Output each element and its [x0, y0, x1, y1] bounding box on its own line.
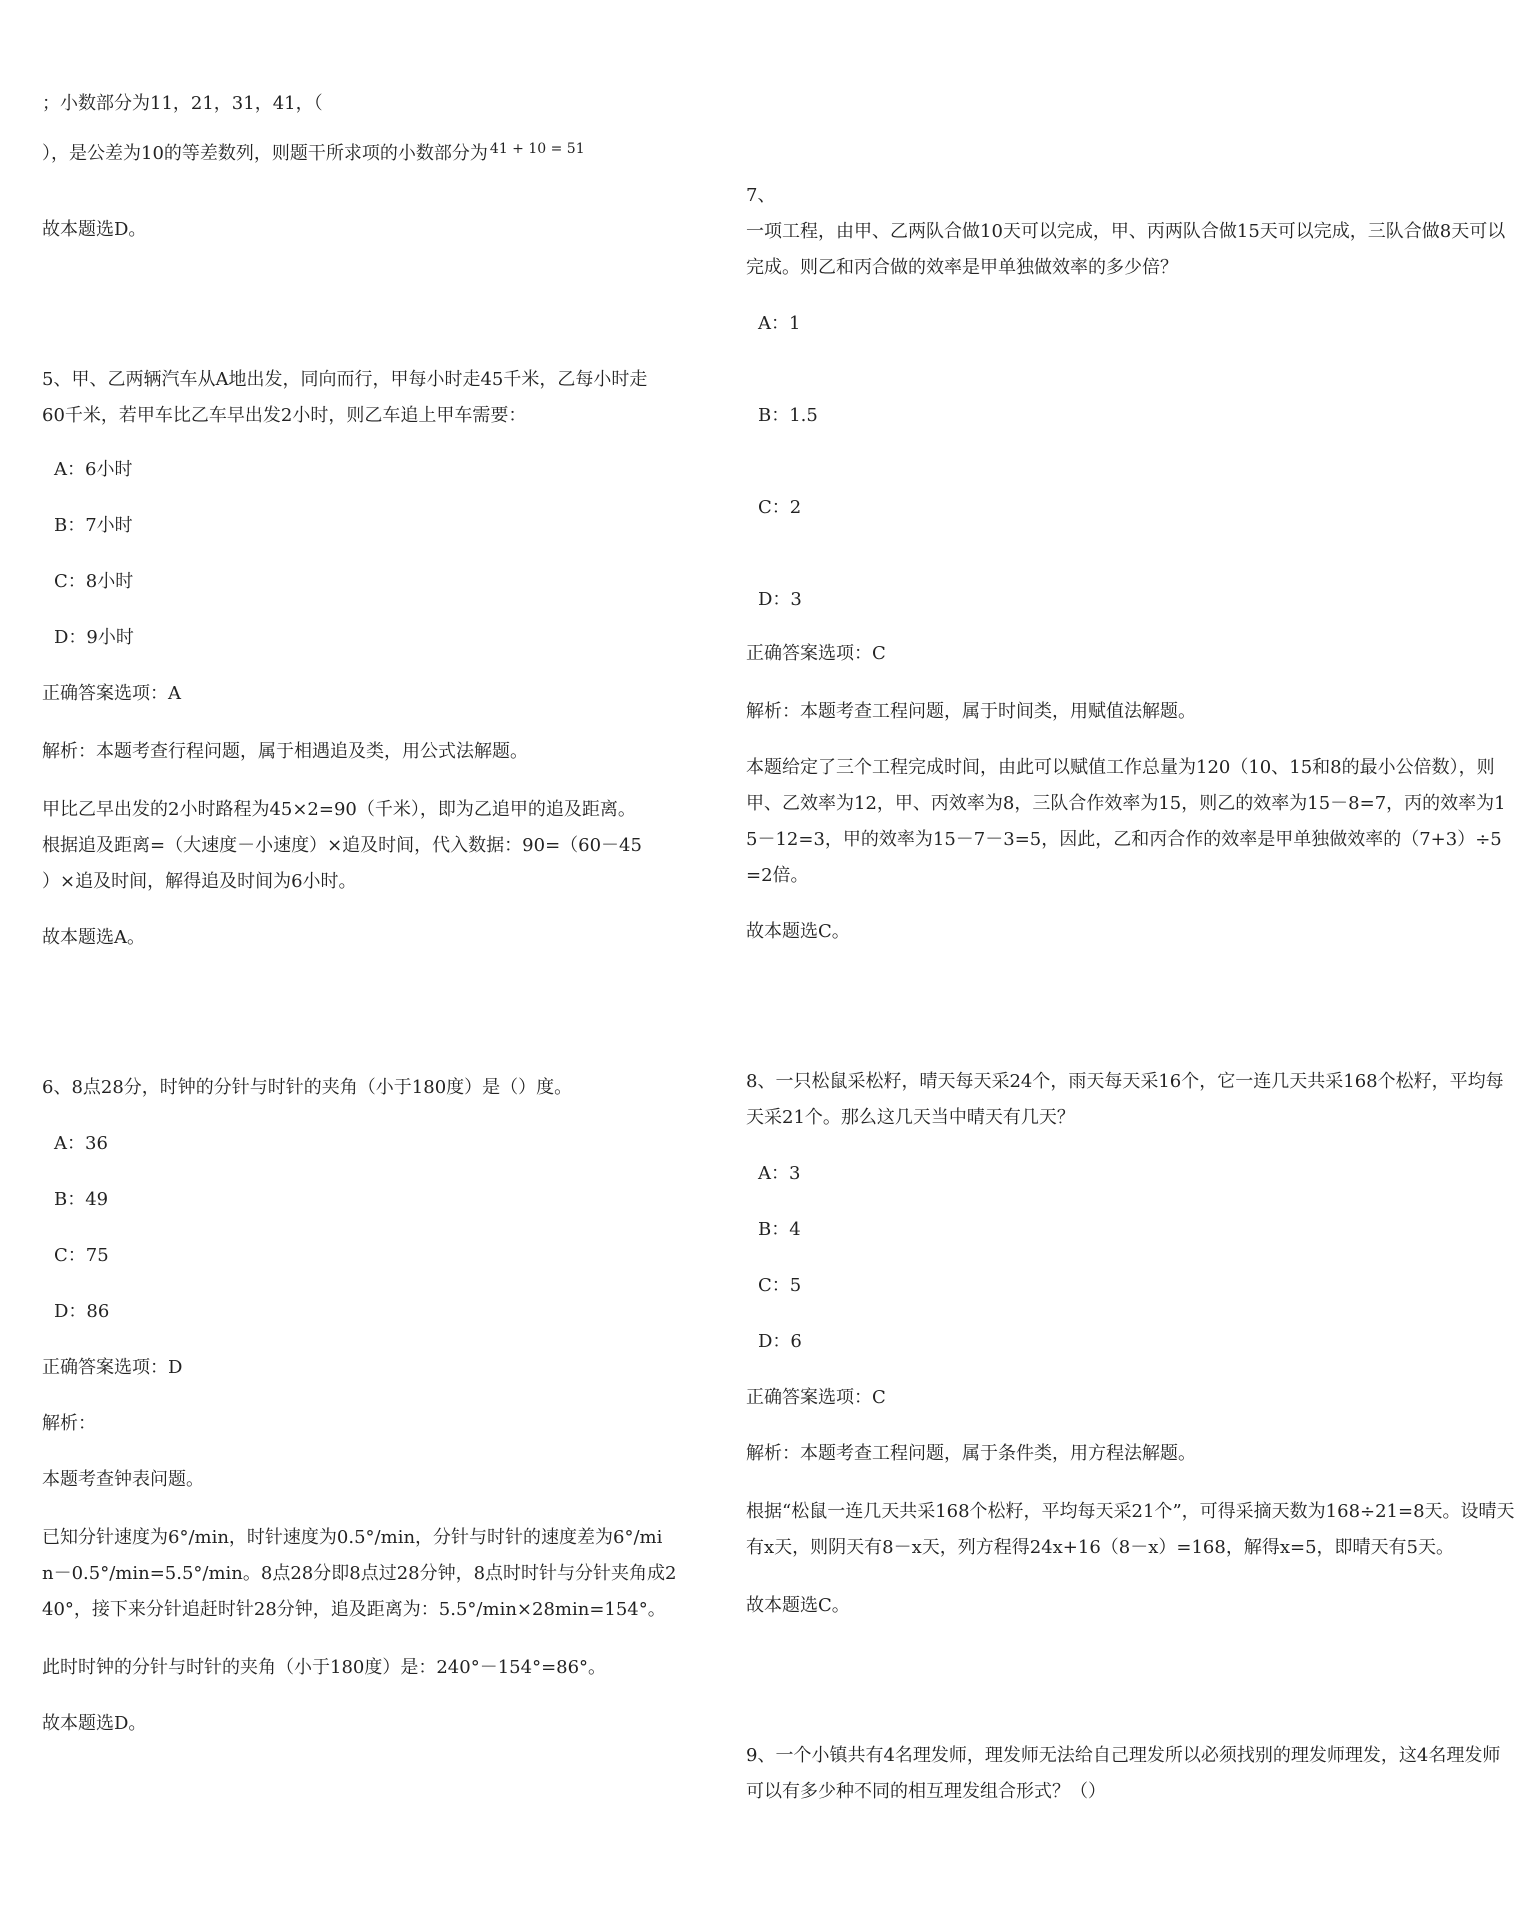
- q8-conclusion: 故本题选C。: [746, 1595, 850, 1616]
- cont-line-2-text: ），是公差为10的等差数列，则题干所求项的小数部分为: [42, 143, 488, 164]
- q6-topic: 本题考查钟表问题。: [42, 1469, 204, 1490]
- q8-option-b: B：4: [758, 1219, 801, 1240]
- q6-conclusion: 故本题选D。: [42, 1713, 147, 1734]
- q8-stem-2: 天采21个。那么这几天当中晴天有几天？: [746, 1107, 1075, 1128]
- q5-analysis: 解析：本题考查行程问题，属于相遇追及类，用公式法解题。: [42, 741, 528, 762]
- q6-detail-3: 40°，接下来分针追赶时针28分钟，追及距离为：5.5°/min×28min=154°。: [42, 1599, 666, 1620]
- q5-stem-2: 60千米，若甲车比乙车早出发2小时，则乙车追上甲车需要：: [42, 405, 527, 426]
- q7-option-a: A：1: [758, 313, 801, 334]
- formula: 41 + 10 = 51: [489, 141, 585, 157]
- cont-line-2: [42, 136, 585, 173]
- q7-answer: 正确答案选项：C: [746, 643, 886, 664]
- q7-option-d: D：3: [758, 589, 802, 610]
- q5-detail-1: 甲比乙早出发的2小时路程为45×2=90（千米），即为乙追甲的追及距离。: [42, 799, 636, 820]
- q5-detail-2: 根据追及距离=（大速度－小速度）×追及时间，代入数据：90=（60－45: [42, 835, 642, 856]
- q9-stem-2: 可以有多少种不同的相互理发组合形式？（）: [746, 1781, 1106, 1802]
- q6-answer: 正确答案选项：D: [42, 1357, 183, 1378]
- q8-detail-2: 有x天，则阴天有8－x天，列方程得24x+16（8－x）=168，解得x=5，即晴天有5天。: [746, 1537, 1454, 1558]
- q7-detail-1: 本题给定了三个工程完成时间，由此可以赋值工作总量为120（10、15和8的最小公倍数），则: [746, 757, 1495, 778]
- q8-option-d: D：6: [758, 1331, 802, 1352]
- q7-analysis: 解析：本题考查工程问题，属于时间类，用赋值法解题。: [746, 701, 1196, 722]
- q7-detail-4: =2倍。: [746, 865, 809, 886]
- q6-stem: 6、8点28分，时钟的分针与时针的夹角（小于180度）是（）度。: [42, 1077, 573, 1098]
- q7-stem-1: 一项工程，由甲、乙两队合做10天可以完成，甲、丙两队合做15天可以完成，三队合做8天可以: [746, 221, 1506, 242]
- q8-answer: 正确答案选项：C: [746, 1387, 886, 1408]
- q6-detail-1: 已知分针速度为6°/min，时针速度为0.5°/min，分针与时针的速度差为6°/mi: [42, 1527, 663, 1548]
- q6-result: 此时时钟的分针与时针的夹角（小于180度）是：240°－154°=86°。: [42, 1657, 607, 1678]
- q7-detail-2: 甲、乙效率为12，甲、丙效率为8，三队合作效率为15，则乙的效率为15－8=7，丙的效率为1: [746, 793, 1506, 814]
- q6-option-b: B：49: [54, 1189, 109, 1210]
- q6-option-c: C：75: [54, 1245, 109, 1266]
- q5-detail-3: ）×追及时间，解得追及时间为6小时。: [42, 871, 357, 892]
- q6-detail-2: n－0.5°/min=5.5°/min。8点28分即8点过28分钟，8点时时针与分针夹角成2: [42, 1563, 677, 1584]
- q8-option-a: A：3: [758, 1163, 801, 1184]
- q7-option-c: C：2: [758, 497, 802, 518]
- q5-option-b: B：7小时: [54, 515, 133, 536]
- cont-line-1: ；小数部分为11，21，31，41，（: [42, 93, 323, 114]
- q5-stem-1: 5、甲、乙两辆汽车从A地出发，同向而行，甲每小时走45千米，乙每小时走: [42, 369, 648, 390]
- q6-analysis: 解析：: [42, 1413, 96, 1434]
- q5-option-a: A：6小时: [54, 459, 133, 480]
- q7-number: 7、: [746, 185, 776, 206]
- q8-analysis: 解析：本题考查工程问题，属于条件类，用方程法解题。: [746, 1443, 1196, 1464]
- q8-option-c: C：5: [758, 1275, 802, 1296]
- q7-option-b: B：1.5: [758, 405, 818, 426]
- q7-conclusion: 故本题选C。: [746, 921, 850, 942]
- q9-stem-1: 9、一个小镇共有4名理发师，理发师无法给自己理发所以必须找别的理发师理发，这4名理发师: [746, 1745, 1501, 1766]
- q8-detail-1: 根据“松鼠一连几天共采168个松籽，平均每天采21个”，可得采摘天数为168÷21=8天。设晴天: [746, 1501, 1515, 1522]
- q7-detail-3: 5－12=3，甲的效率为15－7－3=5，因此，乙和丙合作的效率是甲单独做效率的（7+3）÷5: [746, 829, 1502, 850]
- q5-option-c: C：8小时: [54, 571, 134, 592]
- q6-option-d: D：86: [54, 1301, 110, 1322]
- q5-conclusion: 故本题选A。: [42, 927, 145, 948]
- q5-option-d: D：9小时: [54, 627, 134, 648]
- q7-stem-2: 完成。则乙和丙合做的效率是甲单独做效率的多少倍？: [746, 257, 1178, 278]
- q8-stem-1: 8、一只松鼠采松籽，晴天每天采24个，雨天每天采16个，它一连几天共采168个松籽，平均每: [746, 1071, 1504, 1092]
- q6-option-a: A：36: [54, 1133, 108, 1154]
- q5-answer: 正确答案选项：A: [42, 683, 181, 704]
- cont-conclusion: 故本题选D。: [42, 219, 147, 240]
